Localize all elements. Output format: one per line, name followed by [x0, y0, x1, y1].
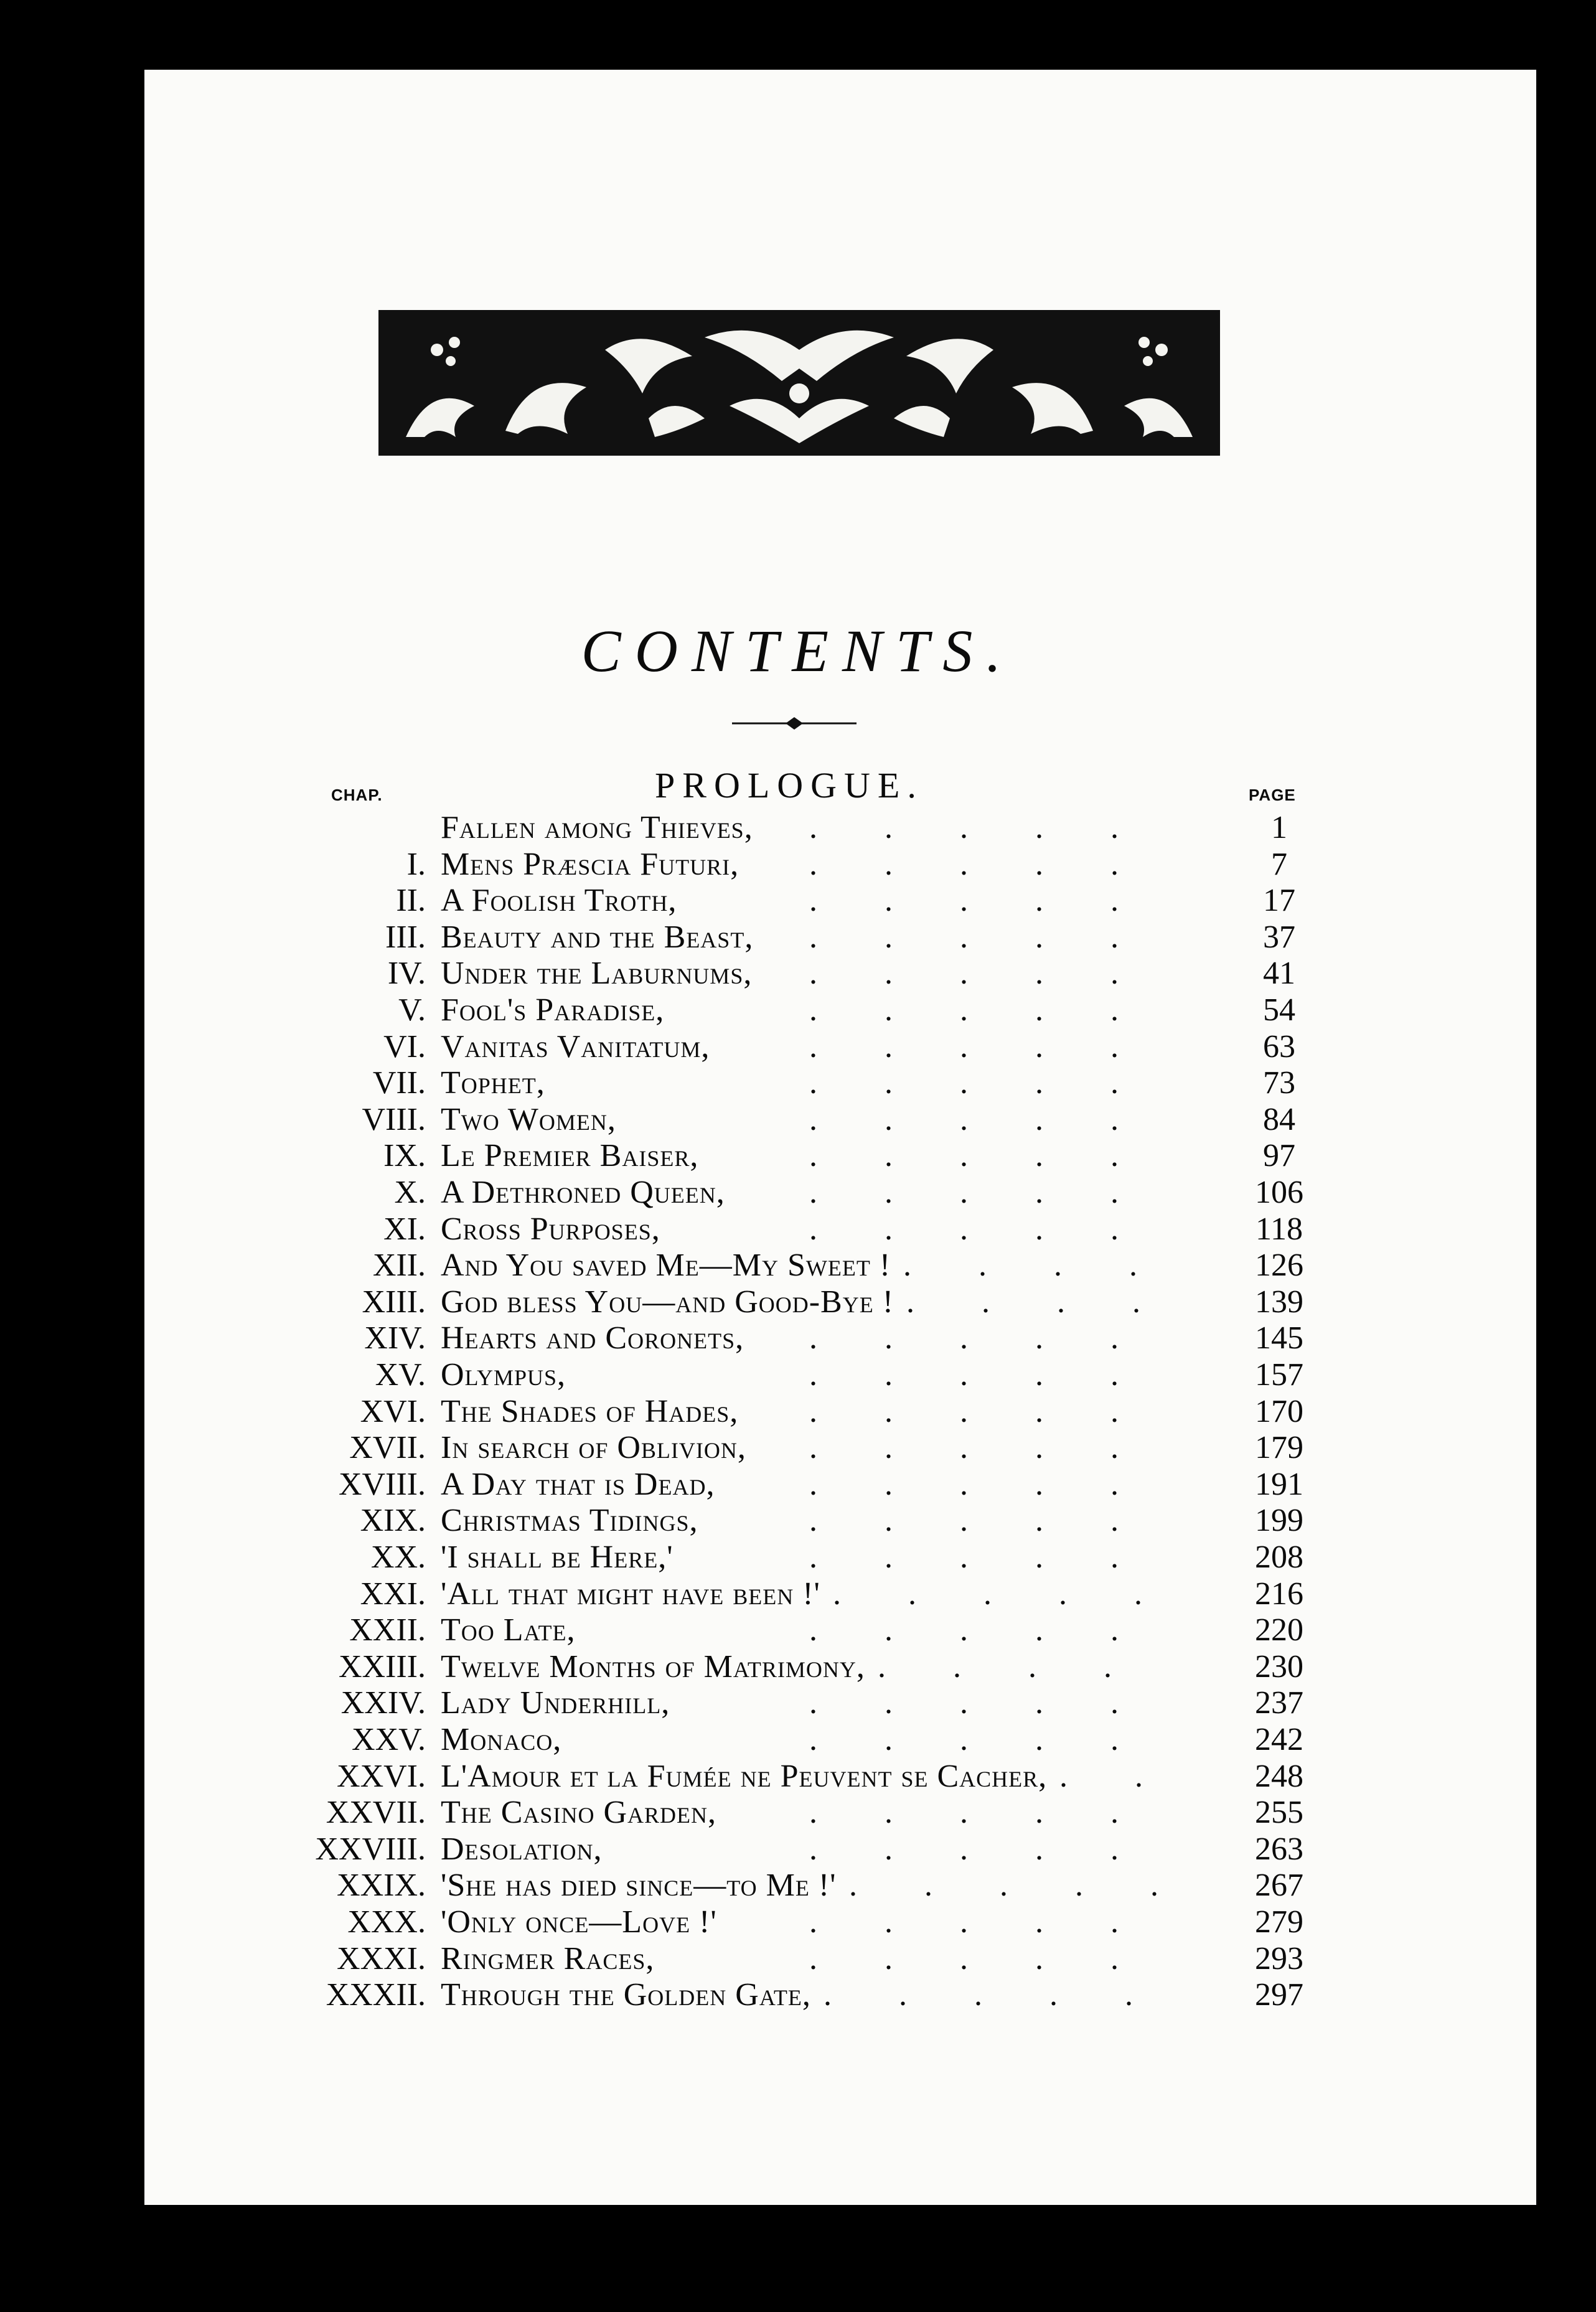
contents-entry — [0, 1101, 1596, 1139]
page-number: 41 — [1263, 956, 1295, 992]
contents-entry — [0, 1211, 1596, 1248]
leader-dots: ..... — [809, 1904, 1186, 1940]
chapter-title: A Day that is Dead, — [441, 1466, 715, 1502]
leader-dots: ..... — [809, 1831, 1186, 1867]
chapter-title: Beauty and the Beast, — [441, 919, 754, 955]
page-number: 54 — [1263, 992, 1295, 1028]
leader-dots: ..... — [809, 846, 1186, 882]
leader-dots: ..... — [824, 1977, 1200, 2013]
contents-entry — [0, 1539, 1596, 1576]
page-column-header: PAGE — [1249, 786, 1296, 804]
chapter-title: Desolation, — [441, 1831, 603, 1867]
chapter-title: Under the Laburnums, — [441, 956, 753, 992]
floral-ornament-icon — [381, 312, 1218, 453]
leader-dots: ..... — [809, 919, 1186, 955]
decorative-headpiece — [378, 310, 1220, 456]
chapter-number: IV. — [387, 956, 426, 992]
leader-dots: ..... — [809, 1430, 1186, 1466]
page-number: 216 — [1255, 1576, 1303, 1612]
leader-dots: ..... — [849, 1868, 1226, 1904]
page-number: 242 — [1255, 1722, 1303, 1757]
chapter-number: XXI. — [360, 1576, 426, 1612]
contents-entry — [0, 1794, 1596, 1831]
contents-entry — [0, 1356, 1596, 1394]
contents-entry — [0, 955, 1596, 992]
chapter-number: XXIV. — [340, 1685, 426, 1721]
leader-dots: .... — [903, 1248, 1204, 1284]
page-number: 170 — [1255, 1393, 1303, 1429]
contents-entry — [0, 1940, 1596, 1978]
leader-dots: ..... — [809, 1795, 1186, 1831]
contents-entry — [0, 1976, 1596, 2014]
chapter-number: I. — [406, 846, 426, 882]
leader-dots: ..... — [809, 1393, 1186, 1429]
page-number: 293 — [1255, 1940, 1303, 1976]
chapter-number: XVII. — [349, 1430, 426, 1466]
chapter-title: A Foolish Troth, — [441, 883, 677, 919]
leader-dots: ..... — [809, 1320, 1186, 1356]
page-number: 237 — [1255, 1685, 1303, 1721]
leader-dots: ..... — [809, 992, 1186, 1028]
chapter-number: XXII. — [349, 1612, 426, 1648]
contents-entry — [0, 1028, 1596, 1066]
chapter-number: VIII. — [362, 1101, 426, 1137]
page-number: 263 — [1255, 1831, 1303, 1867]
chapter-title: 'All that might have been !' — [441, 1576, 820, 1612]
chapter-number: XI. — [383, 1211, 426, 1247]
leader-dots: ..... — [809, 1175, 1186, 1210]
contents-entry — [0, 1429, 1596, 1467]
contents-entry — [0, 1393, 1596, 1431]
contents-entry — [0, 1904, 1596, 1941]
contents-entry — [0, 846, 1596, 883]
page-number: 145 — [1255, 1320, 1303, 1356]
chapter-title: Mens Præscia Futuri, — [441, 846, 739, 882]
page-number: 248 — [1255, 1758, 1303, 1794]
chapter-title: Olympus, — [441, 1357, 566, 1393]
chapter-title: Monaco, — [441, 1722, 562, 1757]
chapter-title: Hearts and Coronets, — [441, 1320, 744, 1356]
page-number: 126 — [1255, 1248, 1303, 1284]
page-number: 267 — [1255, 1868, 1303, 1904]
leader-dots: ..... — [833, 1576, 1209, 1612]
leader-dots: ..... — [809, 1612, 1186, 1648]
chapter-number: VI. — [383, 1028, 426, 1064]
chapter-title: Fool's Paradise, — [441, 992, 665, 1028]
page-number: 230 — [1255, 1648, 1303, 1685]
page-number: 97 — [1263, 1138, 1295, 1174]
chapter-title: Christmas Tidings, — [441, 1503, 698, 1539]
chapter-number: IX. — [383, 1138, 426, 1174]
page-number: 191 — [1255, 1466, 1303, 1502]
page-number: 73 — [1263, 1065, 1295, 1101]
page-number: 179 — [1255, 1430, 1303, 1466]
page-number: 279 — [1255, 1904, 1303, 1940]
leader-dots: ..... — [809, 810, 1186, 845]
chapter-title: Through the Golden Gate, — [441, 1977, 811, 2013]
contents-entry — [0, 919, 1596, 956]
leader-dots: ..... — [809, 1028, 1186, 1064]
contents-entry — [0, 809, 1596, 847]
chapter-title: The Shades of Hades, — [441, 1393, 739, 1429]
chapter-title: Too Late, — [441, 1612, 576, 1648]
chapter-title: Le Premier Baiser, — [441, 1138, 699, 1174]
contents-entry — [0, 1320, 1596, 1357]
contents-entry — [0, 1284, 1596, 1321]
diamond-rule-icon — [732, 716, 857, 731]
leader-dots: ..... — [809, 1685, 1186, 1721]
chapter-number: V. — [398, 992, 426, 1028]
chapter-title: 'She has died since—to Me !' — [441, 1868, 837, 1904]
contents-entry — [0, 1466, 1596, 1503]
leader-dots: ..... — [809, 1065, 1186, 1101]
chapter-title: Twelve Months of Matrimony, — [441, 1648, 865, 1685]
page-number: 84 — [1263, 1101, 1295, 1137]
contents-entry — [0, 1174, 1596, 1211]
chapter-title: A Dethroned Queen, — [441, 1175, 725, 1210]
page-number: 297 — [1255, 1977, 1303, 2013]
leader-dots: ..... — [809, 1940, 1186, 1976]
chapter-number: XX. — [370, 1539, 426, 1575]
leader-dots: .. — [1059, 1758, 1210, 1794]
contents-entry — [0, 992, 1596, 1029]
contents-entry — [0, 1064, 1596, 1102]
leader-dots: ..... — [809, 1211, 1186, 1247]
contents-entry — [0, 1612, 1596, 1649]
leader-dots: ..... — [809, 1466, 1186, 1502]
contents-entry — [0, 1502, 1596, 1539]
chapter-number: XXVIII. — [315, 1831, 426, 1867]
page-number: 220 — [1255, 1612, 1303, 1648]
contents-entry — [0, 1137, 1596, 1175]
page-number: 255 — [1255, 1795, 1303, 1831]
page-number: 199 — [1255, 1503, 1303, 1539]
chapter-number: XV. — [375, 1357, 426, 1393]
chapter-number: XII. — [372, 1248, 426, 1284]
contents-entry — [0, 1721, 1596, 1759]
page-number: 37 — [1263, 919, 1295, 955]
chapter-title: Ringmer Races, — [441, 1940, 655, 1976]
page-number: 157 — [1255, 1357, 1303, 1393]
chapter-title: 'Only once—Love !' — [441, 1904, 717, 1940]
chapter-title: Vanitas Vanitatum, — [441, 1028, 710, 1064]
chapter-title: God bless You—and Good-Bye ! — [441, 1284, 894, 1320]
chapter-number: XXX. — [347, 1904, 426, 1940]
page-number: 139 — [1255, 1284, 1303, 1320]
chapter-number: XXIX. — [337, 1868, 426, 1904]
chapter-title: L'Amour et la Fumée ne Peuvent se Cacher, — [441, 1758, 1048, 1794]
leader-dots: .... — [878, 1648, 1179, 1685]
chapter-number: VII. — [372, 1065, 426, 1101]
page-number: 106 — [1255, 1175, 1303, 1210]
chapter-title: In search of Oblivion, — [441, 1430, 746, 1466]
chapter-number: XVIII. — [338, 1466, 426, 1502]
leader-dots: ..... — [809, 1138, 1186, 1174]
chapter-title: Lady Underhill, — [441, 1685, 670, 1721]
chapter-number: XIII. — [362, 1284, 426, 1320]
prologue-heading: PROLOGUE. — [655, 765, 924, 806]
chapter-number: XXV. — [352, 1722, 426, 1757]
chapter-number: XXXII. — [326, 1977, 426, 2013]
contents-entry — [0, 1758, 1596, 1795]
page-number: 63 — [1263, 1028, 1295, 1064]
chapter-title: Tophet, — [441, 1065, 545, 1101]
chapter-number: XIX. — [360, 1503, 426, 1539]
chapter-number: III. — [385, 919, 426, 955]
chapter-number: XXVI. — [337, 1758, 426, 1794]
chapter-number: II. — [396, 883, 426, 919]
chapter-title: The Casino Garden, — [441, 1795, 716, 1831]
leader-dots: .... — [906, 1284, 1208, 1320]
leader-dots: ..... — [809, 883, 1186, 919]
page-number: 118 — [1255, 1211, 1303, 1247]
page-number: 17 — [1263, 883, 1295, 919]
contents-entry — [0, 1648, 1596, 1686]
chapter-title: Two Women, — [441, 1101, 616, 1137]
leader-dots: ..... — [809, 956, 1186, 992]
leader-dots: ..... — [809, 1722, 1186, 1757]
chapter-number: XXIII. — [338, 1648, 426, 1685]
leader-dots: ..... — [809, 1503, 1186, 1539]
leader-dots: ..... — [809, 1539, 1186, 1575]
chapter-number: XIV. — [364, 1320, 426, 1356]
contents-entry — [0, 1685, 1596, 1722]
leader-dots: ..... — [809, 1357, 1186, 1393]
contents-entry — [0, 882, 1596, 919]
page-number: 7 — [1271, 846, 1287, 882]
chapter-title: And You saved Me—My Sweet ! — [441, 1248, 891, 1284]
contents-entry — [0, 1247, 1596, 1284]
chapter-column-header: CHAP. — [331, 786, 383, 804]
chapter-number: XXVII. — [326, 1795, 426, 1831]
page-number: 1 — [1271, 810, 1287, 845]
chapter-number: X. — [394, 1175, 426, 1210]
leader-dots: ..... — [809, 1101, 1186, 1137]
page-number: 208 — [1255, 1539, 1303, 1575]
chapter-number: XXXI. — [337, 1940, 426, 1976]
chapter-title: Cross Purposes, — [441, 1211, 660, 1247]
chapter-title: Fallen among Thieves, — [441, 810, 753, 845]
page-title: CONTENTS. — [581, 618, 1015, 684]
chapter-number: XVI. — [360, 1393, 426, 1429]
contents-entry — [0, 1831, 1596, 1868]
contents-entry — [0, 1576, 1596, 1613]
contents-entry — [0, 1867, 1596, 1904]
chapter-title: 'I shall be Here,' — [441, 1539, 674, 1575]
